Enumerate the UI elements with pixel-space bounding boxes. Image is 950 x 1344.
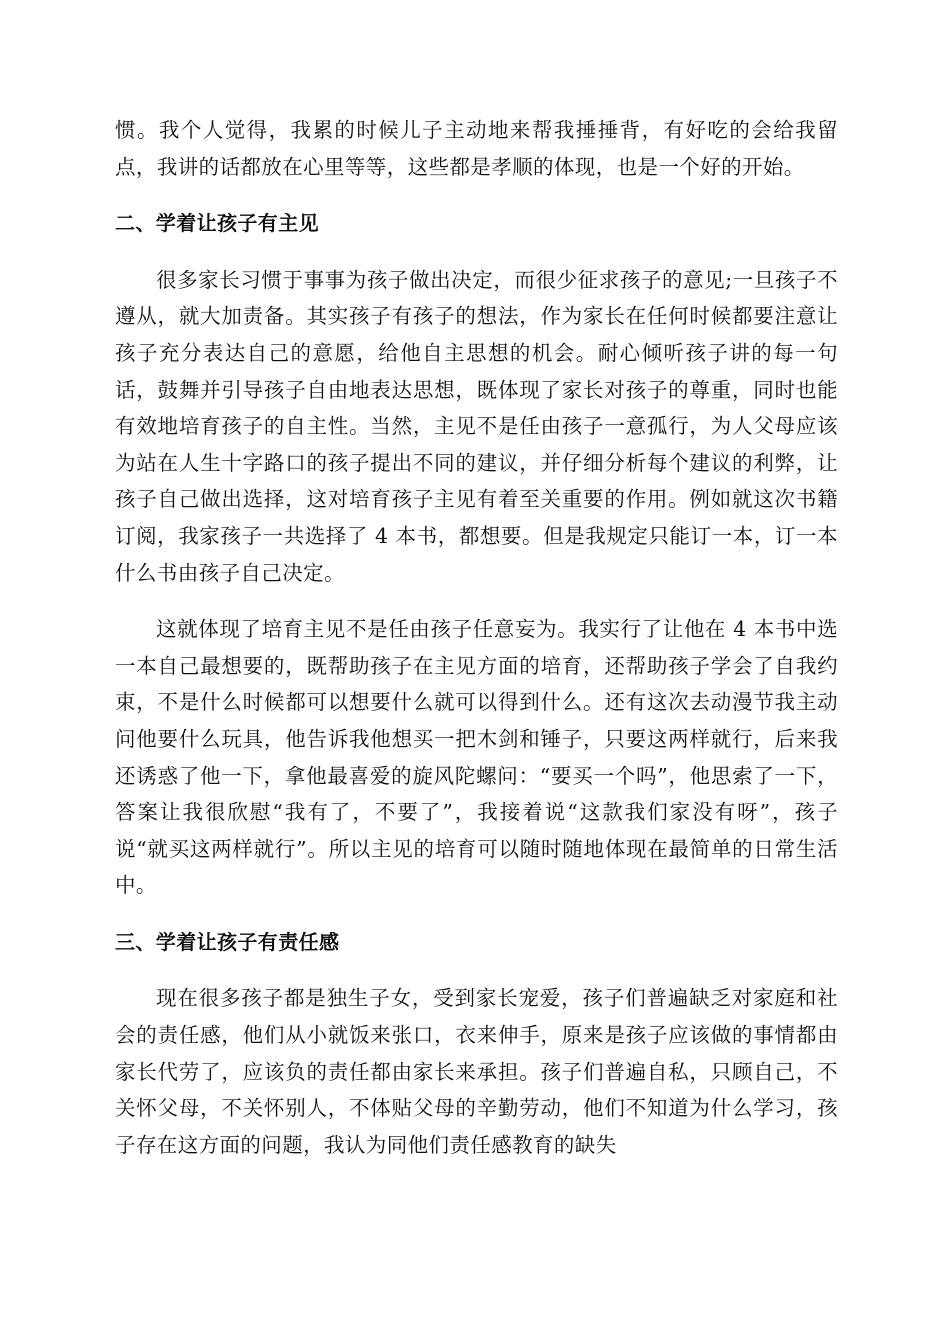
paragraph-independent-opinion: 很多家长习惯于事事为孩子做出决定，而很少征求孩子的意见;一旦孩子不遵从，就大加责备。其实孩子有孩子的想法，作为家长在任何时候都要注意让孩子充分表达自己的意愿，给他自主思想的机会。耐心倾听孩子讲的每一句话，鼓舞并引导孩子自由地表达思想，既体现了家长对孩子的尊重，同时也能有效地培育孩子的自主性。当然，主见不是任由孩子一意孤行，为人父母应该为站在人生十字路口的孩子提出不同的建议，并仔细分析每个建议的利弊，让孩子自己做出选择，这对培育孩子主见有着至关重要的作用。例如就这次书籍订阅，我家孩子一共选择了 4 本书，都想要。但是我规定只能订一本，订一本什么书由孩子自己决定。 xyxy=(115,267,838,585)
section-heading-2: 二、学着让孩子有主见 xyxy=(115,211,319,236)
paragraph-responsibility: 现在很多孩子都是独生子女，受到家长宠爱，孩子们普遍缺乏对家庭和社会的责任感，他们从小就饭来张口，衣来伸手，原来是孩子应该做的事情都由家长代劳了，应该负的责任都由家长来承担。孩子们普遍自私，只顾自己，不关怀父母，不关怀别人，不体贴父母的辛勤劳动，他们不知道为什么学习，孩子存在这方面的问题，我认为同他们责任感教育的缺失 xyxy=(115,986,838,1157)
section-heading-3: 三、学着让孩子有责任感 xyxy=(115,929,340,954)
document-body xyxy=(115,112,838,1163)
paragraph-continued: 惯。我个人觉得，我累的时候儿子主动地来帮我捶捶背，有好吃的会给我留点，我讲的话都放在心里等等，这些都是孝顺的体现，也是一个好的开始。 xyxy=(115,118,838,179)
paragraph-example-toys: 这就体现了培育主见不是任由孩子任意妄为。我实行了让他在 4 本书中选一本自己最想要的，既帮助孩子在主见方面的培育，还帮助孩子学会了自我约束，不是什么时候都可以想要什么就可以得到什么。还有这次去动漫节我主动问他要什么玩具，他告诉我他想买一把木剑和锤子，只要这两样就行，后来我还诱惑了他一下，拿他最喜爱的旋风陀螺问：“要买一个吗”，他思索了一下，答案让我很欣慰“我有了，不要了”，我接着说“这款我们家没有呀”，孩子说“就买这两样就行”。所以主见的培育可以随时随地体现在最简单的日常生活中。 xyxy=(115,617,838,898)
